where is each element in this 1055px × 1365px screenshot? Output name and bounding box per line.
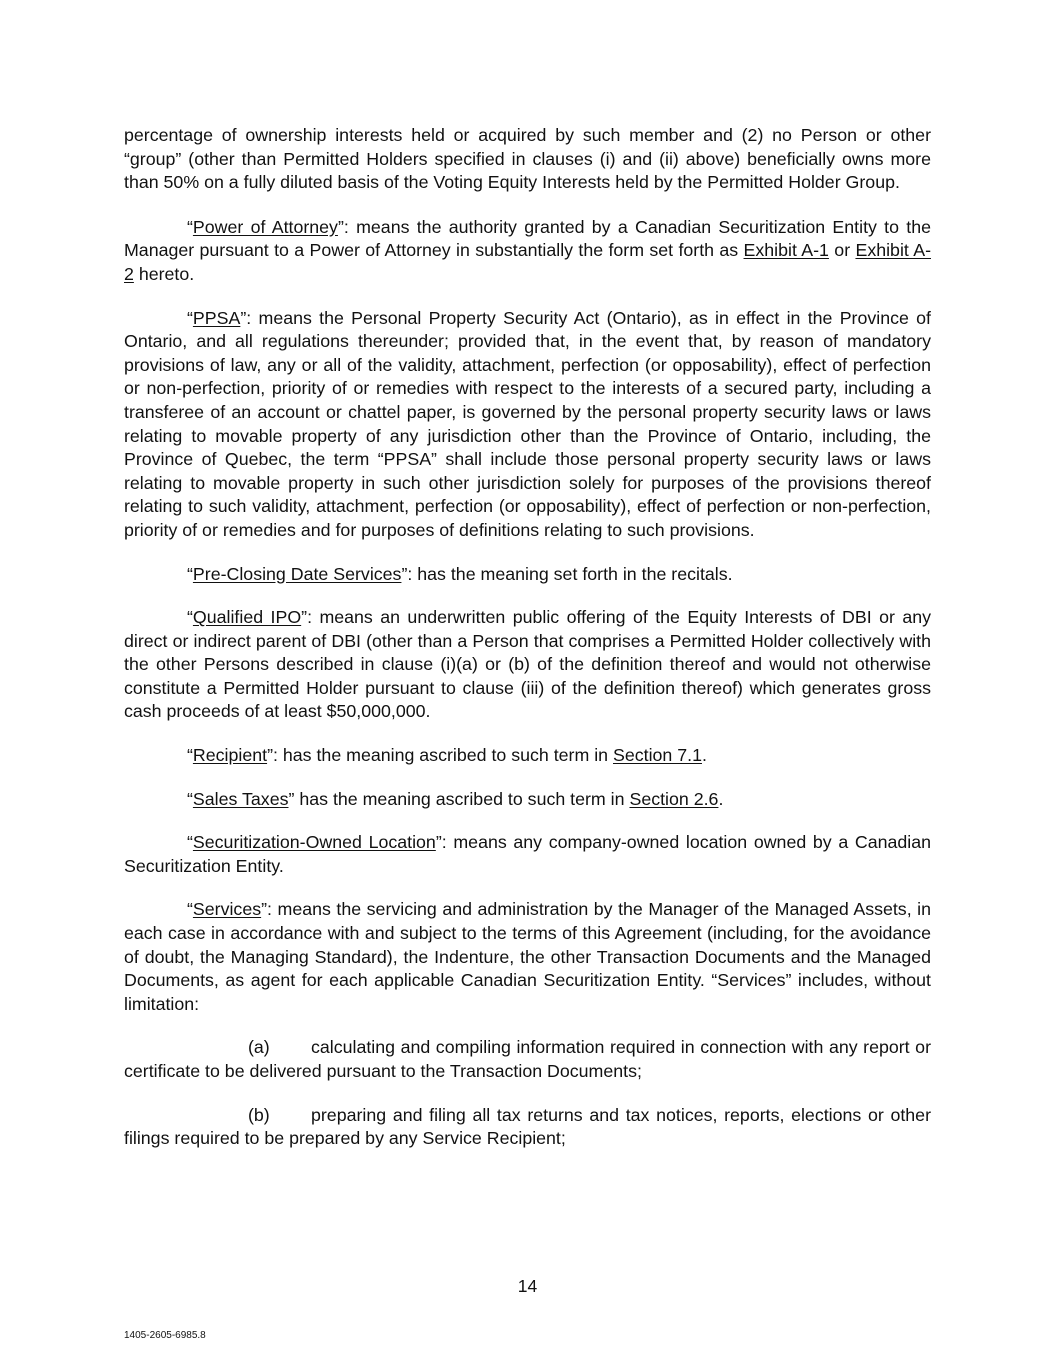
definition-sales-taxes bbox=[124, 788, 931, 812]
item-text: calculating and compiling information required in connection with any report or certificate to be delivered pursuant to the Transaction Documents; bbox=[124, 1037, 931, 1081]
definition-text: hereto. bbox=[133, 263, 195, 284]
open-quote: “ bbox=[187, 216, 193, 237]
open-quote: “ bbox=[187, 307, 193, 328]
services-item-b bbox=[124, 1104, 931, 1151]
definition-pre-closing-date-services bbox=[124, 563, 931, 587]
definition-text: means any company-owned location owned by a Canadian Securitization Entity. bbox=[124, 832, 932, 876]
definition-text: means the authority granted by a Canadian Securitization Entity to the Manager pursuant to a Power of Attorney in substantially the form set forth as bbox=[124, 216, 931, 261]
definition-ppsa bbox=[124, 307, 931, 543]
intro-paragraph: percentage of ownership interests held or acquired by such member and (2) no Person or other “group” (other than Permitted Holders specified in clauses (i) and (ii) above) beneficially owns more than 50% on a fully diluted basis of the Voting Equity Interests held by the Permitted Holder Group. bbox=[124, 125, 931, 193]
item-label: (a) bbox=[248, 1037, 270, 1058]
close-quote: ”: bbox=[401, 563, 413, 584]
close-quote: ”: bbox=[261, 899, 272, 920]
close-quote: ”: bbox=[337, 216, 349, 237]
definition-text: or bbox=[828, 240, 856, 261]
item-text: preparing and filing all tax returns and tax notices, reports, elections or other filings required to be prepared by any Service Recipient; bbox=[124, 1104, 931, 1149]
open-quote: “ bbox=[187, 788, 193, 809]
definition-text: has the meaning ascribed to such term in bbox=[294, 788, 630, 809]
open-quote: “ bbox=[187, 745, 193, 766]
definition-text: has the meaning ascribed to such term in bbox=[277, 745, 613, 766]
open-quote: “ bbox=[187, 607, 193, 628]
exhibit-reference: Exhibit A-1 bbox=[743, 240, 829, 261]
defined-term: Sales Taxes bbox=[192, 788, 289, 809]
defined-term: Securitization-Owned Location bbox=[192, 832, 436, 853]
definition-recipient bbox=[124, 744, 931, 768]
defined-term: Qualified IPO bbox=[192, 607, 302, 628]
definition-text: means the servicing and administration by the Manager of the Managed Assets, in each case in accordance with and subject to the terms of this Agreement (including, for the avoidance of doubt, the Managing Standard), the Indenture, the other Transaction Documents and the Managed Documents, as agent for each applicable Canadian Securitization Entity. “Services” includes, without limitation: bbox=[124, 899, 931, 1014]
open-quote: “ bbox=[187, 899, 193, 920]
definition-services bbox=[124, 898, 931, 1016]
defined-term: Power of Attorney bbox=[192, 216, 338, 237]
definition-qualified-ipo bbox=[124, 606, 931, 724]
definition-text: means an underwritten public offering of the Equity Interests of DBI or any direct or indirect parent of DBI (other than a Person that comprises a Permitted Holder collectively with the other Persons described in clause (i)(a) or (b) of the definition thereof and would not otherwise constitute a Permitted Holder pursuant to clause (iii) of the definition thereof) which generates gross cash proceeds of at least $50,000,000. bbox=[124, 607, 931, 722]
defined-term: PPSA bbox=[192, 307, 241, 328]
definition-securitization-owned-location bbox=[124, 831, 931, 878]
section-reference: Section 2.6 bbox=[629, 788, 719, 809]
defined-term: Pre-Closing Date Services bbox=[192, 563, 402, 584]
close-quote: ” bbox=[288, 788, 295, 809]
definition-text: . bbox=[701, 745, 707, 766]
item-label: (b) bbox=[248, 1104, 270, 1125]
definition-text: means the Personal Property Security Act (Ontario), as in effect in the Province of Ontario, and all regulations thereunder; provided that, in the event that, by reason of mandatory provisions of law, any or all of the validity, attachment, perfection (or opposability), effect of perfection or non-perfection, priority of or remedies with respect to the interests of a secured party, including a transferee of an account or chattel paper, is governed by the personal property security laws or laws relating to movable property of any jurisdiction other than the Province of Ontario, including, the Province of Quebec, the term “PPSA” shall include those personal property security laws or laws relating to movable property in such other jurisdiction solely for purposes of the provisions thereof relating to such validity, attachment, perfection (or opposability), effect of perfection or non-perfection, priority of or remedies and for purposes of definitions relating to such provisions. bbox=[124, 307, 931, 540]
open-quote: “ bbox=[187, 563, 193, 584]
definition-power-of-attorney bbox=[124, 216, 931, 287]
close-quote: ”: bbox=[240, 307, 252, 328]
page-number: 14 bbox=[517, 1276, 538, 1296]
defined-term: Recipient bbox=[192, 745, 268, 766]
document-id: 1405-2605-6985.8 bbox=[124, 1330, 206, 1341]
services-item-a bbox=[124, 1036, 931, 1083]
section-reference: Section 7.1 bbox=[613, 745, 702, 766]
close-quote: ”: bbox=[267, 745, 278, 766]
defined-term: Services bbox=[192, 899, 262, 920]
open-quote: “ bbox=[187, 832, 193, 853]
close-quote: ”: bbox=[301, 607, 313, 628]
close-quote: ”: bbox=[435, 832, 447, 853]
definition-text: has the meaning set forth in the recitals. bbox=[412, 563, 733, 584]
document-body bbox=[124, 124, 931, 1171]
definition-text: . bbox=[718, 788, 724, 809]
exhibit-reference: Exhibit A-2 bbox=[124, 240, 931, 284]
